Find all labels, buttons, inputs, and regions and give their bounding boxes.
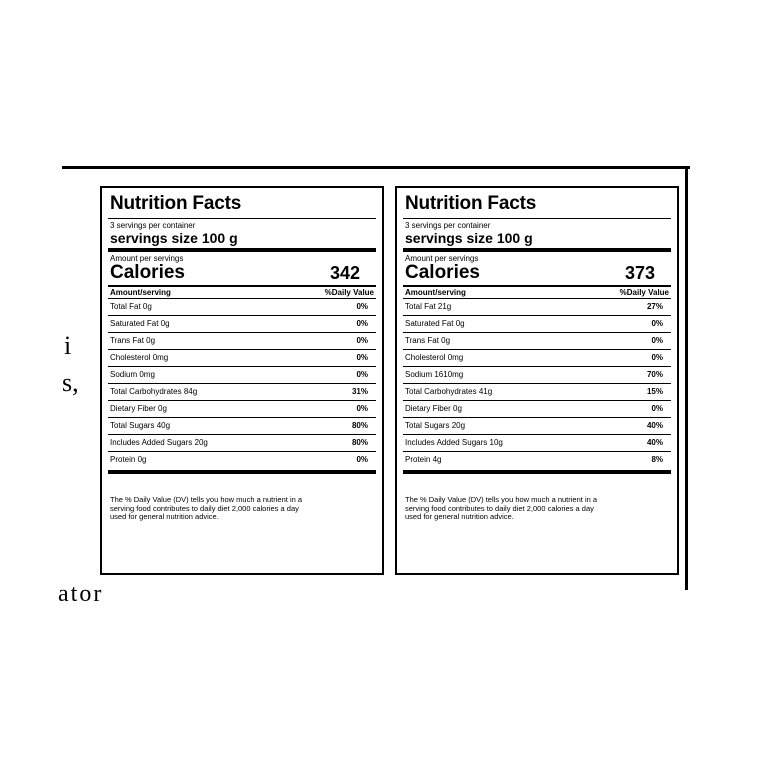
nutrient-row	[108, 401, 376, 418]
nutrient-dv: 31%	[351, 387, 368, 396]
daily-value-footnote	[110, 496, 374, 522]
nutrient-dv: 0%	[651, 319, 663, 328]
nutrient-dv: 70%	[646, 370, 663, 379]
nutrient-row	[108, 367, 376, 384]
nutrient-name: Sodium 0mg	[110, 370, 155, 379]
nutrient-dv: 0%	[651, 404, 663, 413]
servings-per-container: 3 servings per container	[110, 221, 196, 230]
nutrient-dv: 8%	[651, 455, 663, 464]
amount-per-serving: Amount per servings	[405, 254, 479, 263]
divider-thick	[403, 248, 671, 252]
divider	[108, 218, 376, 219]
nutrient-dv: 27%	[646, 302, 663, 311]
nutrient-name: Trans Fat 0g	[110, 336, 156, 345]
nutrient-row	[108, 299, 376, 316]
nutrient-name: Cholesterol 0mg	[405, 353, 464, 362]
nutrient-row	[108, 333, 376, 350]
nutrient-dv: 0%	[356, 319, 368, 328]
nutrient-row	[403, 435, 671, 452]
calories-value: 342	[329, 263, 360, 283]
amount-per-serving: Amount per servings	[110, 254, 184, 263]
footnote-line: used for general nutrition advice.	[405, 512, 514, 522]
divider	[403, 218, 671, 219]
nutrient-row	[403, 367, 671, 384]
serving-size: servings size 100 g	[110, 230, 238, 246]
nutrient-row	[403, 350, 671, 367]
nutrient-dv: 0%	[356, 455, 368, 464]
nutrient-header	[110, 287, 374, 298]
nutrient-dv: 40%	[646, 438, 663, 447]
header-daily-value: %Daily Value	[619, 288, 669, 297]
nutrient-dv: 0%	[651, 336, 663, 345]
nutrient-dv: 0%	[356, 353, 368, 362]
calories-label: Calories	[110, 262, 185, 283]
label-title: Nutrition Facts	[405, 193, 537, 214]
nutrient-name: Includes Added Sugars 20g	[110, 438, 208, 447]
nutrient-name: Total Sugars 20g	[405, 421, 466, 430]
footnote-line: The % Daily Value (DV) tells you how much a nutrient in a	[405, 495, 598, 504]
calories-row	[110, 263, 374, 282]
nutrient-dv: 40%	[646, 421, 663, 430]
nutrient-row	[108, 316, 376, 333]
divider-thick	[403, 470, 671, 474]
nutrient-name: Protein 0g	[110, 455, 147, 464]
nutrition-label-2	[395, 186, 679, 575]
daily-value-footnote	[405, 496, 669, 522]
top-border-line	[62, 166, 690, 169]
divider-thick	[108, 248, 376, 252]
nutrient-name: Saturated Fat 0g	[405, 319, 465, 328]
nutrient-row	[403, 333, 671, 350]
calories-row	[405, 263, 669, 282]
nutrient-header	[405, 287, 669, 298]
nutrient-name: Cholesterol 0mg	[110, 353, 169, 362]
footnote-line: used for general nutrition advice.	[110, 512, 219, 522]
footnote-line: The % Daily Value (DV) tells you how much a nutrient in a	[110, 495, 303, 504]
nutrient-name: Total Carbohydrates 41g	[405, 387, 493, 396]
calories-label: Calories	[405, 262, 480, 283]
nutrient-row	[403, 452, 671, 468]
footnote-line: serving food contributes to daily diet 2,000 calories a day	[405, 503, 594, 513]
nutrient-row	[108, 418, 376, 435]
nutrient-dv: 80%	[351, 421, 368, 430]
nutrient-name: Dietary Fiber 0g	[405, 404, 462, 413]
nutrient-dv: 0%	[356, 370, 368, 379]
nutrient-name: Total Carbohydrates 84g	[110, 387, 198, 396]
divider-thick	[108, 470, 376, 474]
margin-text-1: i	[64, 331, 72, 360]
nutrient-name: Saturated Fat 0g	[110, 319, 170, 328]
nutrient-row	[108, 435, 376, 452]
nutrient-row	[108, 350, 376, 367]
nutrient-dv: 0%	[356, 404, 368, 413]
nutrient-dv: 80%	[351, 438, 368, 447]
nutrient-row	[108, 452, 376, 468]
nutrient-name: Sodium 1610mg	[405, 370, 464, 379]
cut-off-word: ator	[58, 581, 104, 607]
nutrient-row	[403, 316, 671, 333]
servings-per-container: 3 servings per container	[405, 221, 491, 230]
nutrient-dv: 0%	[651, 353, 663, 362]
nutrient-name: Total Fat 21g	[405, 302, 452, 311]
nutrient-name: Trans Fat 0g	[405, 336, 451, 345]
header-daily-value: %Daily Value	[324, 288, 374, 297]
nutrient-name: Total Fat 0g	[110, 302, 152, 311]
nutrient-row	[403, 401, 671, 418]
nutrition-label-1	[100, 186, 384, 575]
nutrient-name: Dietary Fiber 0g	[110, 404, 167, 413]
serving-size: servings size 100 g	[405, 230, 533, 246]
header-amount: Amount/serving	[110, 288, 171, 297]
right-border-line	[685, 166, 688, 590]
nutrient-row	[403, 418, 671, 435]
nutrient-name: Includes Added Sugars 10g	[405, 438, 503, 447]
nutrient-name: Protein 4g	[405, 455, 442, 464]
label-title: Nutrition Facts	[110, 193, 242, 214]
nutrient-row	[403, 384, 671, 401]
margin-text-2: s,	[62, 368, 79, 397]
nutrient-dv: 15%	[646, 387, 663, 396]
nutrient-row	[403, 299, 671, 316]
header-amount: Amount/serving	[405, 288, 466, 297]
nutrient-dv: 0%	[356, 336, 368, 345]
footnote-line: serving food contributes to daily diet 2,000 calories a day	[110, 503, 299, 513]
calories-value: 373	[624, 263, 655, 283]
nutrient-name: Total Sugars 40g	[110, 421, 171, 430]
nutrient-row	[108, 384, 376, 401]
nutrient-dv: 0%	[356, 302, 368, 311]
